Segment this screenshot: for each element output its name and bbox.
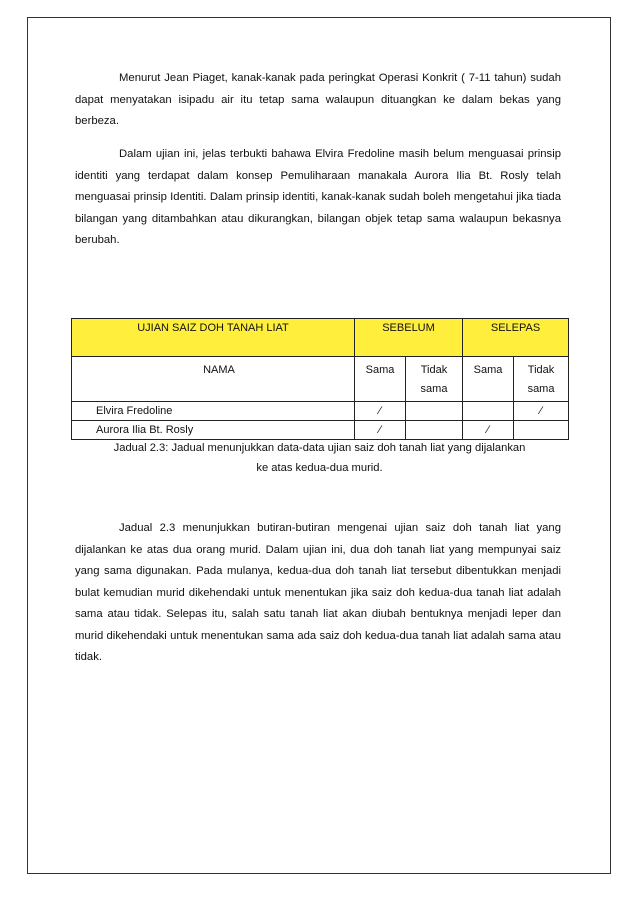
before-header: SEBELUM (355, 319, 463, 357)
table-row (72, 402, 569, 421)
name-header: NAMA (72, 357, 355, 402)
caption-line-1: Jadual 2.3: Jadual menunjukkan data-data ujian saiz doh tanah liat yang dijalankan (113, 442, 526, 454)
check-mark (463, 402, 514, 421)
check-mark: ∕ (463, 421, 514, 440)
check-mark (514, 421, 569, 440)
table-title: UJIAN SAIZ DOH TANAH LIAT (72, 319, 355, 357)
caption-line-2: ke atas kedua-dua murid. (256, 461, 383, 474)
after-header: SELEPAS (463, 319, 569, 357)
after-not-same-header: Tidak sama (514, 357, 569, 402)
table-caption (71, 439, 568, 478)
student-name: Elvira Fredoline (72, 402, 355, 421)
table-row (72, 421, 569, 440)
check-mark (406, 402, 463, 421)
table-header-row (72, 319, 569, 357)
student-name: Aurora Ilia Bt. Rosly (72, 421, 355, 440)
check-mark: ∕ (514, 402, 569, 421)
check-mark (406, 421, 463, 440)
paragraph-table-description: Jadual 2.3 menunjukkan butiran-butiran mengenai ujian saiz doh tanah liat yang dijalankan ke atas dua orang murid. Dalam ujian ini, dua doh tanah liat yang mempunyai saiz yang sama digunakan. Pada mulanya, kedua-dua doh tanah liat tersebut dibentukkan menjadi bulat kemudian murid dikehendaki untuk menentukan jika saiz doh kedua-dua tanah liat adalah sama atau tidak. Selepas itu, salah satu tanah liat akan diubah bentuknya menjadi leper dan murid dikehendaki untuk menentukan sama ada saiz doh kedua-dua tanah liat adalah sama atau tidak. (75, 522, 561, 663)
paragraph-identity-principle: Dalam ujian ini, jelas terbukti bahawa Elvira Fredoline masih belum menguasai prinsip identiti yang terdapat dalam konsep Pemuliharaan manakala Aurora Ilia Bt. Rosly telah menguasai prinsip Identiti. Dalam prinsip identiti, kanak-kanak sudah boleh mengetahui jika tiada bilangan yang ditambahkan atau dikurangkan, bilangan objek tetap sama walaupun bekasnya berubah. (75, 148, 561, 246)
check-mark: ∕ (355, 421, 406, 440)
check-mark: ∕ (355, 402, 406, 421)
paragraph-piaget: Menurut Jean Piaget, kanak-kanak pada peringkat Operasi Konkrit ( 7-11 tahun) sudah dapat menyatakan isipadu air itu tetap sama walaupun dituangkan ke dalam bekas yang berbeza. (75, 72, 561, 127)
clay-size-test-table (71, 318, 569, 440)
after-same-header: Sama (463, 357, 514, 402)
table-subheader-row (72, 357, 569, 402)
before-not-same-header: Tidak sama (406, 357, 463, 402)
before-same-header: Sama (355, 357, 406, 402)
